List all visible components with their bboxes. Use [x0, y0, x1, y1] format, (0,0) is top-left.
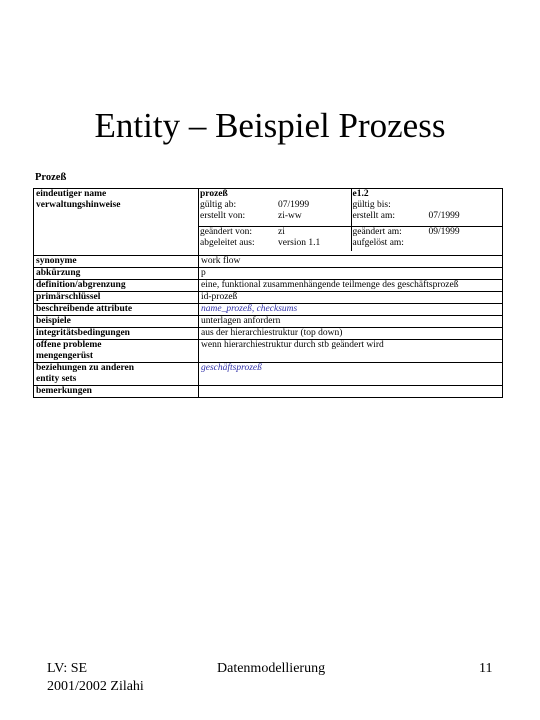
label-verwaltungshinweise: verwaltungshinweise: [36, 200, 121, 210]
admin-label: geändert von:: [200, 227, 252, 237]
row-label: mengengerüst: [36, 351, 93, 361]
page-title: Entity – Beispiel Prozess: [94, 106, 446, 145]
table-row: [34, 304, 503, 316]
admin-label: geändert am:: [352, 227, 402, 237]
row-label: primärschlüssel: [34, 292, 199, 304]
admin-cell: [199, 189, 503, 256]
footer-topic: Datenmodellierung: [217, 661, 326, 676]
table-row: [34, 328, 503, 340]
table-row: [34, 268, 503, 280]
row-label: synonyme: [34, 256, 199, 268]
row-label: beschreibende attribute: [34, 304, 199, 316]
label-eindeutiger-name: eindeutiger name: [36, 189, 107, 199]
admin-label: gültig bis:: [352, 200, 391, 210]
table-row: [34, 363, 503, 386]
row-label: bemerkungen: [34, 386, 199, 398]
admin-value: zi-ww: [278, 211, 302, 221]
admin-subtable: [199, 189, 502, 251]
row-label: integritätsbedingungen: [34, 328, 199, 340]
row-label-group: [34, 363, 199, 386]
row-label: definition/abgrenzung: [34, 280, 199, 292]
table-row: [34, 256, 503, 268]
admin-value: version 1.1: [278, 238, 321, 248]
admin-right: [351, 189, 502, 251]
row-value: wenn hierarchiestruktur durch stb geändert wird: [199, 340, 503, 363]
admin-label: erstellt von:: [200, 211, 246, 221]
entity-name: prozeß: [200, 189, 228, 199]
entity-table: [33, 188, 503, 398]
table-row: [34, 292, 503, 304]
table-label-cell: [34, 189, 199, 256]
admin-value: [428, 200, 503, 211]
row-label: offene probleme: [36, 340, 102, 350]
row-value: p: [199, 268, 503, 280]
row-label: beispiele: [34, 316, 199, 328]
row-value: name_prozeß, checksums: [199, 304, 503, 316]
entity-version: e1.2: [352, 189, 369, 199]
admin-label: erstellt am:: [352, 211, 395, 221]
row-label-group: [34, 340, 199, 363]
admin-value: zi: [278, 227, 285, 237]
row-value: [199, 386, 503, 398]
admin-label: aufgelöst am:: [352, 238, 404, 248]
footer-course-line1: LV: SE: [47, 661, 88, 676]
admin-value: 09/1999: [428, 227, 460, 237]
row-value: unterlagen anfordern: [199, 316, 503, 328]
admin-value: [428, 238, 503, 249]
footer-course-line2: 2001/2002 Zilahi: [47, 679, 144, 694]
row-value: work flow: [199, 256, 503, 268]
row-label: entity sets: [36, 374, 77, 384]
row-value: geschäftsprozeß: [199, 363, 503, 386]
admin-left: [199, 189, 351, 251]
admin-label: gültig ab:: [200, 200, 237, 210]
footer-course: [47, 660, 144, 696]
admin-label: abgeleitet aus:: [200, 238, 255, 248]
admin-value: 07/1999: [278, 200, 310, 210]
table-row: [34, 316, 503, 328]
section-title: Prozeß: [35, 172, 67, 183]
row-value: eine, funktional zusammenhängende teilmenge des geschäftsprozeß: [199, 280, 503, 292]
table-row: [34, 340, 503, 363]
admin-value: 07/1999: [428, 211, 460, 221]
row-value: id-prozeß: [199, 292, 503, 304]
row-label: beziehungen zu anderen: [36, 363, 135, 373]
page-number: 11: [479, 661, 493, 676]
table-row: [34, 280, 503, 292]
table-row: [34, 386, 503, 398]
row-label: abkürzung: [34, 268, 199, 280]
table-row-header: [34, 189, 503, 256]
row-value: aus der hierarchiestruktur (top down): [199, 328, 503, 340]
